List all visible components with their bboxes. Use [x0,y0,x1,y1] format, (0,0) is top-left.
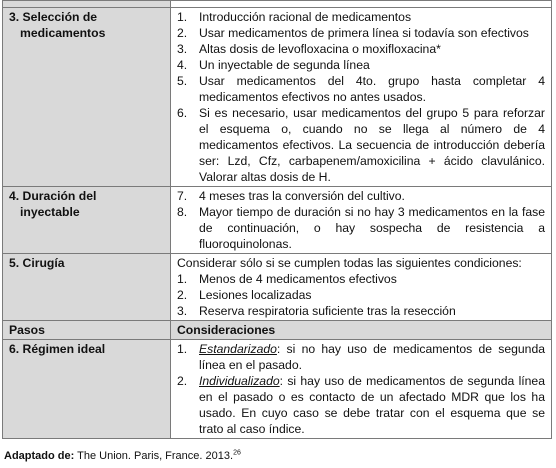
item-text: Un inyectable de segunda línea [199,58,370,72]
step-label-duracion [3,187,171,254]
item-text: Introducción racional de medicamentos [199,10,412,24]
item-number: 8. [177,205,188,219]
table-row-cirugia [3,254,552,321]
item-description: : si hay uso de medicamentos de segunda línea en el pasado o es contacto de un afectado MDR que los ha usado. En cuyo caso se debe tratar con el esquema que se trato al caso índice. [199,374,545,436]
item-number: 6. [177,106,188,120]
item-number: 2. [177,374,188,388]
caption-reference: 26 [233,449,241,457]
treatment-steps-table [2,0,552,439]
list-item [177,57,545,73]
table-row-regimen [3,340,552,439]
caption-label: Adaptado de: [4,450,75,462]
item-description: : si no hay uso de medicamentos de segunda línea en el pasado. [199,342,545,372]
list-item [177,204,545,252]
item-term: Estandarizado [199,342,277,356]
item-text: Usar medicamentos del 4to. grupo hasta completar 4 medicamentos efectivos no antes usados. [199,74,545,104]
list-item [177,287,545,303]
step-label-line2: inyectable [20,205,80,219]
step-label-cirugia: 5. Cirugía [3,254,171,321]
column-header-pasos: Pasos [3,321,171,340]
table-top-border-row [3,1,552,8]
item-number: 1. [177,10,188,24]
list-item [177,9,545,25]
step-label-line1: 3. Selección de [9,10,98,24]
item-text: Mayor tiempo de duración si no hay 3 medicamentos en la fase de continuación, o hay sospecha de resistencia a fluoroquinolonas. [199,205,545,251]
step-label-seleccion [3,8,171,187]
list-item [177,303,545,319]
list-item [177,41,545,57]
item-text [199,341,545,373]
step-label-line2: medicamentos [20,26,106,40]
considerations-duracion [171,187,552,254]
caption-text: The Union. Paris, France. 2013. [74,450,234,462]
list-item [177,271,545,287]
item-term: Individualizado [199,374,280,388]
item-number: 2. [177,288,188,302]
list-item [177,373,545,437]
item-text: Usar medicamentos de primera línea si todavía son efectivos [199,26,529,40]
considerations-intro: Considerar sólo si se cumplen todas las siguientes condiciones: [177,256,522,270]
considerations-regimen [171,340,552,439]
item-text: Altas dosis de levofloxacina o moxifloxacina* [199,42,441,56]
item-number: 1. [177,342,188,356]
item-text: Lesiones localizadas [199,288,312,302]
list-item [177,188,545,204]
table-source-caption [4,450,241,462]
item-text: 4 meses tras la conversión del cultivo. [199,189,405,203]
step-label-regimen: 6. Régimen ideal [3,340,171,439]
table-row-duracion [3,187,552,254]
item-text [199,373,545,437]
item-number: 2. [177,26,188,40]
step-label-line1: 4. Duración del [9,189,97,203]
item-number: 4. [177,58,188,72]
list-item [177,73,545,105]
item-number: 3. [177,42,188,56]
column-header-consideraciones: Consideraciones [171,321,552,340]
item-text: Menos de 4 medicamentos efectivos [199,272,397,286]
considerations-seleccion [171,8,552,187]
item-number: 3. [177,304,188,318]
list-item [177,25,545,41]
item-number: 1. [177,272,188,286]
item-text: Si es necesario, usar medicamentos del grupo 5 para reforzar el esquema o, cuando no se llega al número de 4 medicamentos efectivos. La secuencia de introducción debería ser: Lzd, Cfz, carbapenem/amoxicilina + ácido clavulánico. Valorar altas dosis de H. [199,106,545,184]
item-number: 7. [177,189,188,203]
considerations-cirugia [171,254,552,321]
item-number: 5. [177,74,188,88]
item-text: Reserva respiratoria suficiente tras la resección [199,304,456,318]
list-item [177,105,545,185]
list-item [177,341,545,373]
table-header-row [3,321,552,340]
table-row-seleccion [3,8,552,187]
